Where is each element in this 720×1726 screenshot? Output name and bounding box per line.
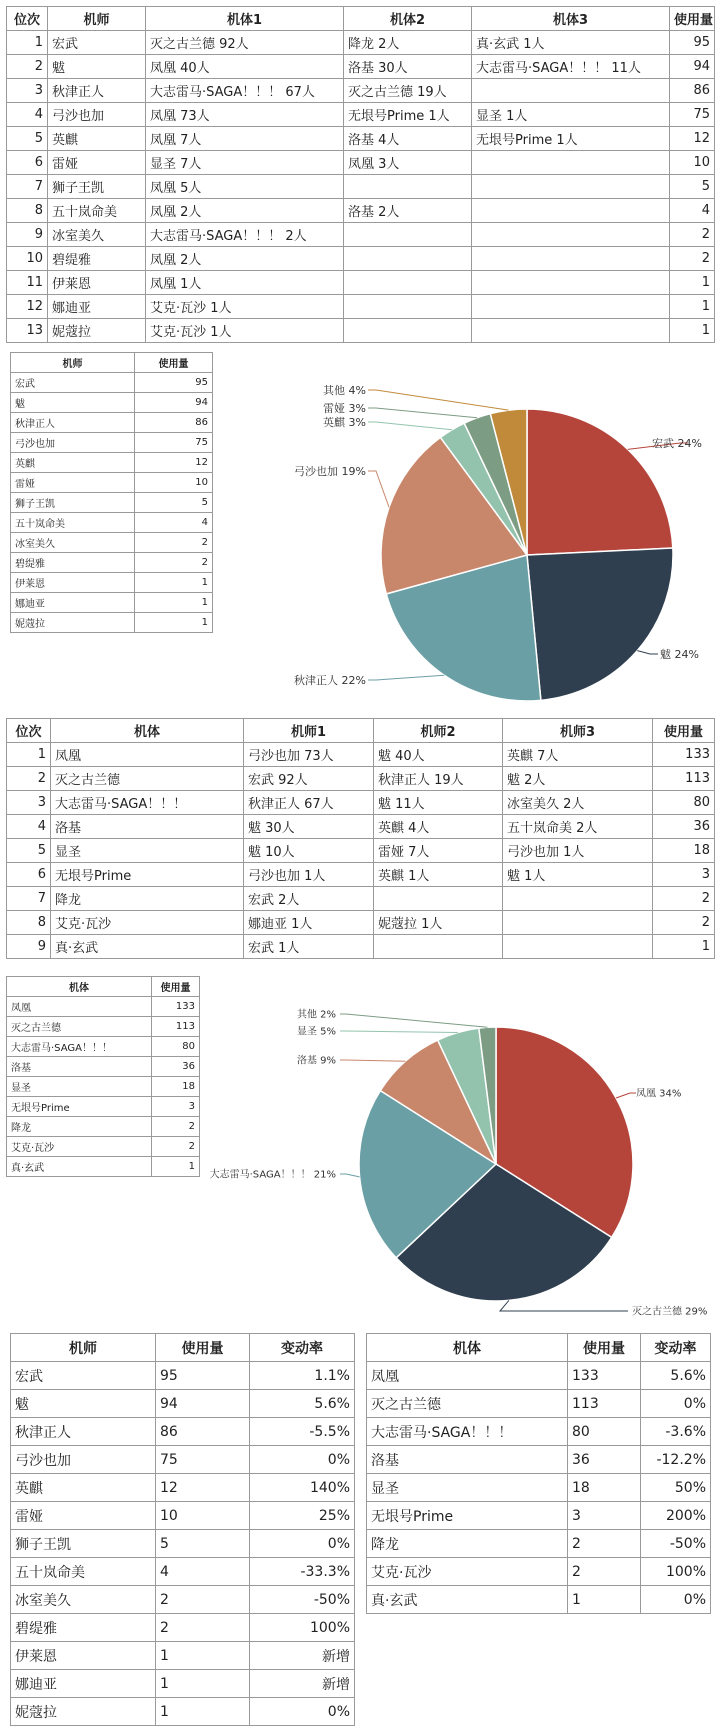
pie-slice-label: 弓沙也加 19%	[294, 464, 366, 478]
usage-cell: 1	[670, 295, 715, 319]
pilot-cell: 狮子王凯	[48, 175, 146, 199]
usage-cell: 80	[152, 1037, 200, 1057]
mech-cell: 艾克·瓦沙	[7, 1137, 152, 1157]
column-header: 机师	[11, 353, 135, 373]
usage-cell: 4	[156, 1558, 250, 1586]
mech-cell: 无垠号Prime	[367, 1502, 568, 1530]
table-row	[367, 1502, 711, 1530]
mech-cell: 艾克·瓦沙	[51, 911, 244, 935]
column-header: 使用量	[653, 719, 715, 743]
usage-cell: 80	[568, 1418, 641, 1446]
rank-cell: 9	[7, 223, 48, 247]
usage-cell: 12	[135, 453, 213, 473]
table-row	[11, 1418, 355, 1446]
pilot-cell: 宏武	[11, 373, 135, 393]
rank-cell: 13	[7, 319, 48, 343]
pilot-cell: 雷娅	[48, 151, 146, 175]
pilot3-cell: 五十岚命美 2人	[503, 815, 653, 839]
pilot-cell: 碧缇雅	[11, 1614, 156, 1642]
usage-cell: 1	[152, 1157, 200, 1177]
pilot1-cell: 宏武 92人	[244, 767, 374, 791]
change-rate-cell: 0%	[641, 1390, 711, 1418]
usage-cell: 86	[670, 79, 715, 103]
usage-cell: 2	[152, 1117, 200, 1137]
table-header-row	[11, 1334, 355, 1362]
table-row	[11, 1642, 355, 1670]
usage-cell: 2	[653, 887, 715, 911]
rank-cell: 9	[7, 935, 51, 959]
pilot-cell: 妮蔻拉	[11, 613, 135, 633]
usage-cell: 10	[156, 1502, 250, 1530]
pilot-cell: 魃	[11, 1390, 156, 1418]
change-rate-cell: -33.3%	[250, 1558, 355, 1586]
usage-cell: 1	[670, 319, 715, 343]
pie-leader-line	[340, 1060, 405, 1061]
pie-slice-label: 秋津正人 22%	[294, 673, 366, 687]
pilot-cell: 弓沙也加	[11, 1446, 156, 1474]
pie-slice-label: 雷娅 3%	[323, 401, 366, 415]
change-rate-cell: 5.6%	[250, 1390, 355, 1418]
usage-cell: 75	[670, 103, 715, 127]
mech1-cell: 凤凰 1人	[146, 271, 344, 295]
pilot-cell: 冰室美久	[48, 223, 146, 247]
pilot1-cell: 娜迪亚 1人	[244, 911, 374, 935]
usage-cell: 113	[568, 1390, 641, 1418]
mech1-cell: 凤凰 2人	[146, 247, 344, 271]
mech-cell: 大志雷马·SAGA！！！	[7, 1037, 152, 1057]
usage-cell: 18	[653, 839, 715, 863]
mech1-cell: 灭之古兰德 92人	[146, 31, 344, 55]
table-row	[367, 1530, 711, 1558]
change-rate-cell: 100%	[250, 1614, 355, 1642]
mech-cell: 显圣	[367, 1474, 568, 1502]
pie-leader-line	[500, 1300, 628, 1311]
usage-cell: 113	[152, 1017, 200, 1037]
mech2-cell: 无垠号Prime 1人	[344, 103, 472, 127]
pie-leader-line	[340, 1174, 360, 1177]
usage-cell: 2	[653, 911, 715, 935]
pilot-cell: 秋津正人	[11, 413, 135, 433]
column-header: 机体2	[344, 7, 472, 31]
mech-cell: 洛基	[51, 815, 244, 839]
pilot3-cell: 英麒 7人	[503, 743, 653, 767]
usage-cell: 36	[568, 1446, 641, 1474]
pilot-cell: 雷娅	[11, 1502, 156, 1530]
usage-cell: 113	[653, 767, 715, 791]
change-rate-cell: 0%	[250, 1530, 355, 1558]
mech-cell: 凤凰	[7, 997, 152, 1017]
usage-cell: 18	[568, 1474, 641, 1502]
table-row	[11, 1614, 355, 1642]
mech1-cell: 艾克·瓦沙 1人	[146, 319, 344, 343]
usage-cell: 2	[568, 1558, 641, 1586]
column-header: 机师3	[503, 719, 653, 743]
pilot2-cell: 妮蔻拉 1人	[374, 911, 503, 935]
rank-cell: 1	[7, 743, 51, 767]
column-header: 使用量	[670, 7, 715, 31]
table-header-row	[367, 1334, 711, 1362]
table-row	[367, 1418, 711, 1446]
mech-cell: 凤凰	[367, 1362, 568, 1390]
change-rate-cell: 新增	[250, 1670, 355, 1698]
rank-cell: 11	[7, 271, 48, 295]
pilot2-cell: 秋津正人 19人	[374, 767, 503, 791]
pilot2-cell: 英麒 1人	[374, 863, 503, 887]
usage-cell: 2	[670, 223, 715, 247]
rank-cell: 6	[7, 863, 51, 887]
pilot-cell: 伊莱恩	[11, 573, 135, 593]
usage-cell: 18	[152, 1077, 200, 1097]
pie-slice-label: 其他 2%	[296, 1009, 336, 1021]
mech2-cell: 洛基 4人	[344, 127, 472, 151]
mech2-cell: 洛基 2人	[344, 199, 472, 223]
pilot-cell: 妮蔻拉	[11, 1698, 156, 1726]
mech2-cell: 洛基 30人	[344, 55, 472, 79]
change-rate-cell: 200%	[641, 1502, 711, 1530]
mech2-cell: 降龙 2人	[344, 31, 472, 55]
change-rate-cell: 0%	[641, 1586, 711, 1614]
usage-cell: 95	[156, 1362, 250, 1390]
usage-cell: 80	[653, 791, 715, 815]
rank-cell: 12	[7, 295, 48, 319]
mech-cell: 无垠号Prime	[7, 1097, 152, 1117]
usage-cell: 36	[653, 815, 715, 839]
pilot3-cell: 魃 2人	[503, 767, 653, 791]
table-row	[11, 1586, 355, 1614]
mech-cell: 灭之古兰德	[51, 767, 244, 791]
mech3-cell: 真·玄武 1人	[472, 31, 670, 55]
pilot-cell: 英麒	[11, 1474, 156, 1502]
rank-cell: 3	[7, 791, 51, 815]
usage-cell: 3	[568, 1502, 641, 1530]
rank-cell: 5	[7, 839, 51, 863]
mech3-cell: 大志雷马·SAGA！！！ 11人	[472, 55, 670, 79]
pilot-cell: 英麒	[11, 453, 135, 473]
usage-cell: 2	[135, 553, 213, 573]
pilot-cell: 弓沙也加	[11, 433, 135, 453]
usage-cell: 2	[670, 247, 715, 271]
pilot-cell: 碧缇雅	[11, 553, 135, 573]
mech-cell: 降龙	[367, 1530, 568, 1558]
usage-cell: 1	[156, 1642, 250, 1670]
usage-cell: 133	[568, 1362, 641, 1390]
usage-cell: 1	[156, 1670, 250, 1698]
rank-cell: 5	[7, 127, 48, 151]
mech-cell: 真·玄武	[367, 1586, 568, 1614]
column-header: 机体	[51, 719, 244, 743]
pie-slice-label: 大志雷马·SAGA！！！ 21%	[209, 1169, 336, 1181]
mech3-cell: 显圣 1人	[472, 103, 670, 127]
usage-cell: 2	[568, 1530, 641, 1558]
table-row	[11, 1670, 355, 1698]
usage-cell: 5	[670, 175, 715, 199]
column-header: 机师	[48, 7, 146, 31]
usage-cell: 95	[135, 373, 213, 393]
rank-cell: 4	[7, 103, 48, 127]
usage-cell: 10	[135, 473, 213, 493]
mech1-cell: 凤凰 5人	[146, 175, 344, 199]
table-row	[11, 1446, 355, 1474]
change-rate-cell: -3.6%	[641, 1418, 711, 1446]
pilot1-cell: 魃 10人	[244, 839, 374, 863]
mech-cell: 降龙	[7, 1117, 152, 1137]
rank-cell: 4	[7, 815, 51, 839]
table-row	[11, 1698, 355, 1726]
usage-cell: 5	[156, 1530, 250, 1558]
column-header: 变动率	[250, 1334, 355, 1362]
pie-slice-label: 其他 4%	[323, 383, 366, 397]
pie-slice-label: 魃 24%	[660, 647, 699, 661]
table-row	[367, 1446, 711, 1474]
pilot3-cell: 魃 1人	[503, 863, 653, 887]
usage-cell: 94	[156, 1390, 250, 1418]
pilot-cell: 娜迪亚	[11, 593, 135, 613]
pilot3-cell: 弓沙也加 1人	[503, 839, 653, 863]
change-rate-cell: 0%	[250, 1698, 355, 1726]
column-header: 机体1	[146, 7, 344, 31]
pilot2-cell: 魃 40人	[374, 743, 503, 767]
table-row	[11, 1362, 355, 1390]
mech1-cell: 大志雷马·SAGA！！！ 2人	[146, 223, 344, 247]
pilot1-cell: 秋津正人 67人	[244, 791, 374, 815]
rank-cell: 2	[7, 767, 51, 791]
pie-leader-line	[340, 1031, 458, 1032]
pie-leader-line	[340, 1014, 487, 1027]
rank-cell: 8	[7, 911, 51, 935]
rank-cell: 6	[7, 151, 48, 175]
pilot1-cell: 弓沙也加 1人	[244, 863, 374, 887]
change-rate-cell: -50%	[641, 1530, 711, 1558]
pilot-cell: 狮子王凯	[11, 493, 135, 513]
change-rate-cell: -12.2%	[641, 1446, 711, 1474]
pilot-cell: 魃	[11, 393, 135, 413]
mech3-cell: 无垠号Prime 1人	[472, 127, 670, 151]
mech-cell: 显圣	[51, 839, 244, 863]
change-rate-cell: -50%	[250, 1586, 355, 1614]
pilot1-cell: 弓沙也加 73人	[244, 743, 374, 767]
usage-cell: 3	[653, 863, 715, 887]
mech-change-table	[366, 1333, 711, 1614]
usage-cell: 133	[653, 743, 715, 767]
mech-cell: 洛基	[7, 1057, 152, 1077]
usage-cell: 10	[670, 151, 715, 175]
mech-cell: 真·玄武	[7, 1157, 152, 1177]
usage-cell: 3	[152, 1097, 200, 1117]
usage-cell: 36	[152, 1057, 200, 1077]
usage-cell: 75	[135, 433, 213, 453]
pilot-cell: 秋津正人	[48, 79, 146, 103]
table-row	[367, 1586, 711, 1614]
column-header: 位次	[7, 719, 51, 743]
table-row	[11, 1558, 355, 1586]
usage-cell: 94	[670, 55, 715, 79]
pie-slice-label: 灭之古兰德 29%	[632, 1306, 708, 1318]
table-row	[367, 1474, 711, 1502]
pie-slice-label: 凤凰 34%	[636, 1088, 682, 1100]
change-rate-cell: 100%	[641, 1558, 711, 1586]
mech1-cell: 凤凰 7人	[146, 127, 344, 151]
mech-cell: 灭之古兰德	[7, 1017, 152, 1037]
table-row	[367, 1558, 711, 1586]
column-header: 位次	[7, 7, 48, 31]
pie-slice-label: 宏武 24%	[652, 436, 702, 450]
usage-cell: 86	[156, 1418, 250, 1446]
table-row	[367, 1362, 711, 1390]
column-header: 使用量	[152, 977, 200, 997]
column-header: 变动率	[641, 1334, 711, 1362]
rank-cell: 8	[7, 199, 48, 223]
pilot3-cell: 冰室美久 2人	[503, 791, 653, 815]
mech-cell: 降龙	[51, 887, 244, 911]
table-row	[11, 1502, 355, 1530]
pie-slice-label: 洛基 9%	[296, 1055, 336, 1067]
usage-cell: 95	[670, 31, 715, 55]
usage-cell: 1	[568, 1586, 641, 1614]
mech-cell: 显圣	[7, 1077, 152, 1097]
pilot-cell: 娜迪亚	[48, 295, 146, 319]
mech1-cell: 显圣 7人	[146, 151, 344, 175]
column-header: 机体	[7, 977, 152, 997]
rank-cell: 10	[7, 247, 48, 271]
pilot1-cell: 魃 30人	[244, 815, 374, 839]
column-header: 机体	[367, 1334, 568, 1362]
mech-cell: 灭之古兰德	[367, 1390, 568, 1418]
pilot-cell: 狮子王凯	[11, 1530, 156, 1558]
pie-slice-label: 显圣 5%	[296, 1026, 336, 1038]
pilot-cell: 伊莱恩	[11, 1642, 156, 1670]
pilot-cell: 宏武	[48, 31, 146, 55]
mech1-cell: 凤凰 40人	[146, 55, 344, 79]
pilot-cell: 宏武	[11, 1362, 156, 1390]
usage-cell: 12	[156, 1474, 250, 1502]
rank-cell: 7	[7, 175, 48, 199]
pilot1-cell: 宏武 2人	[244, 887, 374, 911]
pilot-cell: 弓沙也加	[48, 103, 146, 127]
column-header: 使用量	[156, 1334, 250, 1362]
pilot2-cell: 雷娅 7人	[374, 839, 503, 863]
pilot-cell: 冰室美久	[11, 533, 135, 553]
mech1-cell: 大志雷马·SAGA！！！ 67人	[146, 79, 344, 103]
usage-cell: 75	[156, 1446, 250, 1474]
change-rate-cell: 1.1%	[250, 1362, 355, 1390]
usage-cell: 1	[653, 935, 715, 959]
usage-cell: 1	[135, 613, 213, 633]
usage-cell: 2	[152, 1137, 200, 1157]
usage-cell: 86	[135, 413, 213, 433]
change-rate-cell: 0%	[250, 1446, 355, 1474]
mech2-cell: 凤凰 3人	[344, 151, 472, 175]
pilot-cell: 五十岚命美	[48, 199, 146, 223]
pilot2-cell: 英麒 4人	[374, 815, 503, 839]
table-row	[11, 1530, 355, 1558]
table-row	[11, 1390, 355, 1418]
change-rate-cell: 140%	[250, 1474, 355, 1502]
pilot-cell: 冰室美久	[11, 1586, 156, 1614]
mech-cell: 凤凰	[51, 743, 244, 767]
column-header: 机体3	[472, 7, 670, 31]
usage-cell: 2	[156, 1586, 250, 1614]
usage-cell: 2	[135, 533, 213, 553]
pilot1-cell: 宏武 1人	[244, 935, 374, 959]
mech1-cell: 凤凰 73人	[146, 103, 344, 127]
column-header: 使用量	[568, 1334, 641, 1362]
column-header: 机师1	[244, 719, 374, 743]
rank-cell: 2	[7, 55, 48, 79]
pie-leader-line	[616, 1093, 636, 1098]
pilot-change-table	[10, 1333, 355, 1726]
rank-cell: 3	[7, 79, 48, 103]
column-header: 使用量	[135, 353, 213, 373]
usage-cell: 4	[670, 199, 715, 223]
usage-cell: 94	[135, 393, 213, 413]
pilot-cell: 娜迪亚	[11, 1670, 156, 1698]
usage-cell: 2	[156, 1614, 250, 1642]
change-rate-cell: 25%	[250, 1502, 355, 1530]
pilot-cell: 五十岚命美	[11, 513, 135, 533]
pilot-cell: 碧缇雅	[48, 247, 146, 271]
column-header: 机师	[11, 1334, 156, 1362]
change-rate-cell: 50%	[641, 1474, 711, 1502]
pilot-cell: 英麒	[48, 127, 146, 151]
mech1-cell: 艾克·瓦沙 1人	[146, 295, 344, 319]
pilot-cell: 伊莱恩	[48, 271, 146, 295]
mech-cell: 洛基	[367, 1446, 568, 1474]
pilot-cell: 雷娅	[11, 473, 135, 493]
mech2-cell: 灭之古兰德 19人	[344, 79, 472, 103]
column-header: 机师2	[374, 719, 503, 743]
mech-cell: 大志雷马·SAGA！！！	[51, 791, 244, 815]
mech-cell: 艾克·瓦沙	[367, 1558, 568, 1586]
usage-cell: 12	[670, 127, 715, 151]
mech-cell: 真·玄武	[51, 935, 244, 959]
rank-cell: 7	[7, 887, 51, 911]
usage-cell: 5	[135, 493, 213, 513]
change-rate-cell: 新增	[250, 1642, 355, 1670]
table-row	[11, 1474, 355, 1502]
pie-slice-label: 英麒 3%	[323, 415, 366, 429]
rank-cell: 1	[7, 31, 48, 55]
pilot-cell: 秋津正人	[11, 1418, 156, 1446]
change-rate-cell: -5.5%	[250, 1418, 355, 1446]
mech1-cell: 凤凰 2人	[146, 199, 344, 223]
table-row	[367, 1390, 711, 1418]
usage-cell: 1	[670, 271, 715, 295]
pilot-cell: 五十岚命美	[11, 1558, 156, 1586]
usage-cell: 1	[135, 573, 213, 593]
usage-cell: 133	[152, 997, 200, 1017]
pilot-cell: 妮蔻拉	[48, 319, 146, 343]
change-rate-cell: 5.6%	[641, 1362, 711, 1390]
pilot2-cell: 魃 11人	[374, 791, 503, 815]
usage-cell: 1	[135, 593, 213, 613]
pilot-cell: 魃	[48, 55, 146, 79]
mech-cell: 大志雷马·SAGA！！！	[367, 1418, 568, 1446]
usage-cell: 1	[156, 1698, 250, 1726]
mech-cell: 无垠号Prime	[51, 863, 244, 887]
usage-cell: 4	[135, 513, 213, 533]
